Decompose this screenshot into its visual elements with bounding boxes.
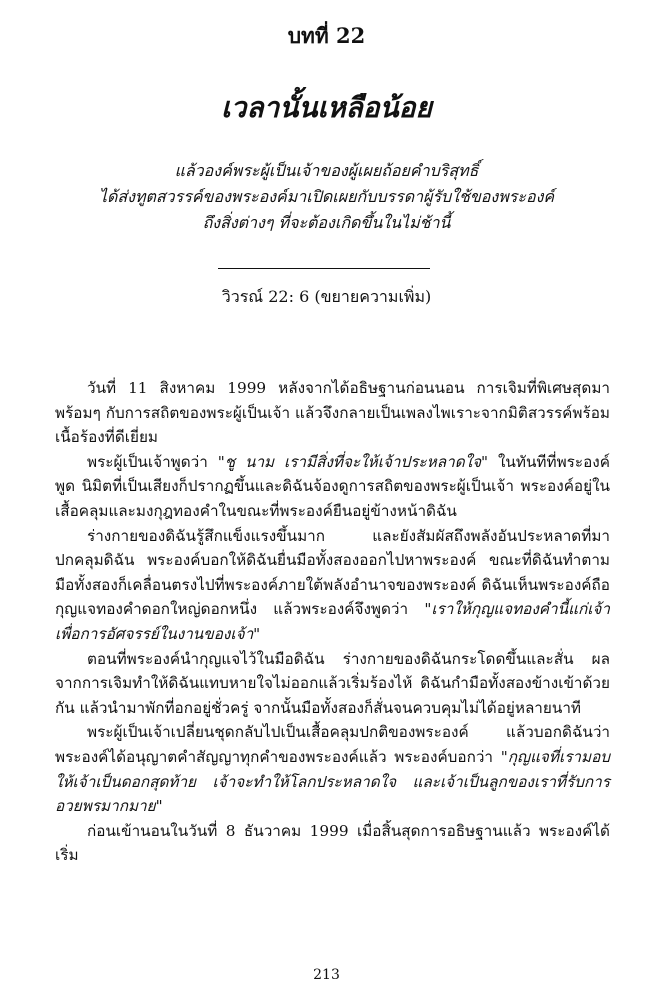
divider-rule <box>218 268 430 269</box>
epigraph-line-1: แล้วองค์พระผู้เป็นเจ้าของผู้เผยถ้อยคำบริสุทธิ์ <box>174 161 479 180</box>
paragraph-3-text-a: ร่างกายของดิฉันรู้สึกแข็งแรงขึ้นมาก และยังสัมผัสถึงพลังอันประหลาดที่มาปกคลุมดิฉัน พระองค์บอกให้ดิฉันยื่นมือทั้งสองออกไปหาพระองค์ ขณะที่ดิฉันทำตาม มือทั้งสองก็เคลื่อนตรงไปที่พระองค์ภายใต้พลังอำนาจของพระองค์ ดิฉันเห็นพระองค์ถือกุญแจทองคำดอกใหญ่ดอกหนึ่ง แล้วพระองค์จึงพูดว่า <box>55 526 610 619</box>
paragraph-3 <box>55 524 610 647</box>
paragraph-5-quote: "กุญแจที่เรามอบให้เจ้าเป็นดอกสุดท้าย เจ้าจะทำให้โลกประหลาดใจ และเจ้าเป็นลูกของเราที่รับการอวยพรมากมาย" <box>55 747 610 816</box>
paragraph-5-text-a: พระผู้เป็นเจ้าเปลี่ยนชุดกลับไปเป็นเสื้อคลุมปกติของพระองค์ แล้วบอกดิฉันว่าพระองค์ได้อนุญาตคำสัญญาทุกคำของพระองค์แล้ว พระองค์บอกว่า <box>55 723 610 766</box>
chapter-label: บทที่ 22 <box>287 23 366 48</box>
paragraph-2-text-b: ในทันทีที่พระองค์พูด นิมิตที่เป็นเสียงก็ปรากฏขึ้นและดิฉันจ้องดูการสถิตของพระผู้เป็นเจ้า พระองค์อยู่ในเสื้อคลุมและมงกุฎทองคำในขณะที่พระองค์ยืนอยู่ข้างหน้าดิฉัน <box>55 452 610 520</box>
scripture-reference: วิวรณ์ 22: 6 (ขยายความเพิ่ม) <box>221 287 432 306</box>
paragraph-5 <box>55 720 610 818</box>
paragraph-6: ก่อนเข้านอนในวันที่ 8 ธันวาคม 1999 เมื่อสิ้นสุดการอธิษฐานแล้ว พระองค์ได้เริ่ม <box>55 821 610 865</box>
paragraph-2-text-a: พระผู้เป็นเจ้าพูดว่า <box>87 452 218 471</box>
body-text <box>55 376 610 868</box>
epigraph-line-3: ถึงสิ่งต่างๆ ที่จะต้องเกิดขึ้นในไม่ช้านี้ <box>202 213 451 232</box>
epigraph <box>0 158 653 236</box>
paragraph-2 <box>55 450 610 524</box>
page-number: 213 <box>313 967 340 983</box>
epigraph-line-2: ได้ส่งทูตสวรรค์ของพระองค์มาเปิดเผยกับบรรดาผู้รับใช้ของพระองค์ <box>98 187 555 206</box>
paragraph-2-quote: "ชู นาม เรามีสิ่งที่จะให้เจ้าประหลาดใจ" <box>217 452 489 471</box>
paragraph-1: วันที่ 11 สิงหาคม 1999 หลังจากได้อธิษฐานก่อนนอน การเจิมที่พิเศษสุดมาพร้อมๆ กับการสถิตของพระผู้เป็นเจ้า แล้วจึงกลายเป็นเพลงไพเราะจากมิติสวรรค์พร้อมเนื้อร้องที่ดีเยี่ยม <box>55 379 610 447</box>
chapter-title: เวลานั้นเหลือน้อย <box>221 91 432 124</box>
paragraph-4: ตอนที่พระองค์นำกุญแจไว้ในมือดิฉัน ร่างกายของดิฉันกระโดดขึ้นและสั่น ผลจากการเจิมทำให้ดิฉันแทบหายใจไม่ออกแล้วเริ่มร้องไห้ ดิฉันกำมือทั้งสองข้างเข้าด้วยกัน แล้วนำมาพักที่อกอยู่ชั่วครู่ จากนั้นมือทั้งสองก็สั่นจนควบคุมไม่ได้อยู่หลายนาที <box>55 649 610 717</box>
paragraph-3-quote: "เราให้กุญแจทองคำนี้แก่เจ้าเพื่อการอัศจรรย์ในงานของเจ้า" <box>55 600 610 643</box>
